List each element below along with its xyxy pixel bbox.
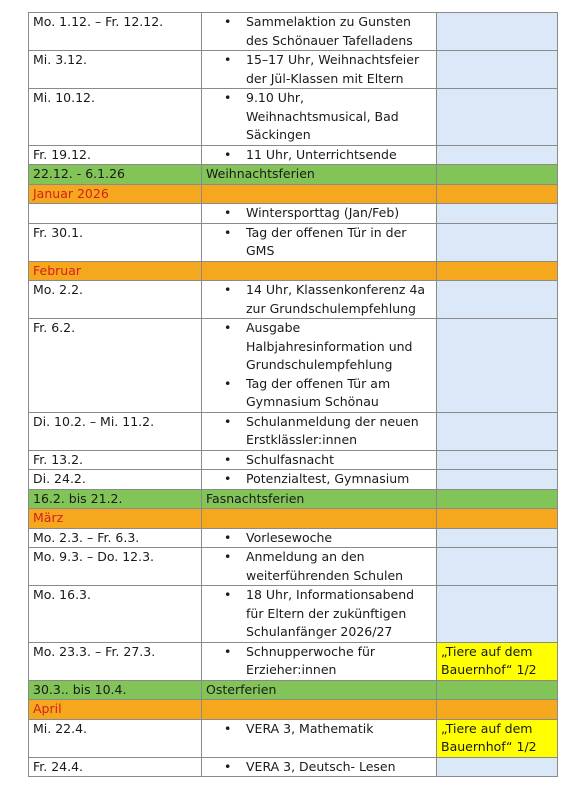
month-header-row: [29, 261, 558, 281]
month-note: [437, 184, 558, 204]
month-header-row: [29, 184, 558, 204]
month-label: Februar: [29, 261, 202, 281]
event-item: • Vorlesewoche: [246, 529, 432, 548]
event-cell: [202, 145, 437, 165]
note-cell: [437, 586, 558, 643]
month-header-row: [29, 509, 558, 529]
date-cell: Mi. 3.12.: [29, 51, 202, 89]
event-list: [206, 204, 432, 223]
event-list: [206, 319, 432, 412]
event-cell: [202, 51, 437, 89]
event-list: [206, 89, 432, 145]
holiday-note: [437, 165, 558, 185]
event-row: [29, 281, 558, 319]
event-item: • Sammelaktion zu Gunsten des Schönauer Tafelladens: [246, 13, 432, 50]
event-list: [206, 13, 432, 50]
holiday-label: Weihnachtsferien: [202, 165, 437, 185]
event-list: [206, 224, 432, 261]
holiday-note: [437, 680, 558, 700]
date-cell: Mi. 10.12.: [29, 89, 202, 146]
note-cell: [437, 223, 558, 261]
event-list: [206, 470, 432, 489]
event-item: • Anmeldung an den weiterführenden Schulen: [246, 548, 432, 585]
event-item: • VERA 3, Mathematik: [246, 720, 432, 739]
holiday-label: Fasnachtsferien: [202, 489, 437, 509]
event-list: [206, 413, 432, 450]
date-cell: Mo. 1.12. – Fr. 12.12.: [29, 13, 202, 51]
event-list: [206, 529, 432, 548]
event-item: • Wintersporttag (Jan/Feb): [246, 204, 432, 223]
event-item: • Schnupperwoche für Erzieher:innen: [246, 643, 432, 680]
note-cell: [437, 204, 558, 224]
holiday-row: [29, 680, 558, 700]
note-cell: „Tiere auf dem Bauernhof“ 1/2: [437, 719, 558, 757]
event-cell: [202, 89, 437, 146]
event-item: • Potenzialtest, Gymnasium: [246, 470, 432, 489]
event-item: • Schulfasnacht: [246, 451, 432, 470]
event-item: • Schulanmeldung der neuen Erstklässler:innen: [246, 413, 432, 450]
event-item: • 9.10 Uhr, Weihnachtsmusical, Bad Säckingen: [246, 89, 432, 145]
event-cell: [202, 412, 437, 450]
date-cell: Fr. 24.4.: [29, 757, 202, 777]
event-row: [29, 319, 558, 413]
event-list: [206, 586, 432, 642]
month-spacer: [202, 509, 437, 529]
note-cell: [437, 757, 558, 777]
event-cell: [202, 757, 437, 777]
event-row: [29, 204, 558, 224]
event-row: [29, 719, 558, 757]
event-list: [206, 643, 432, 680]
note-cell: [437, 450, 558, 470]
event-row: [29, 548, 558, 586]
holiday-date: 30.3.. bis 10.4.: [29, 680, 202, 700]
event-row: [29, 145, 558, 165]
date-cell: Mo. 2.3. – Fr. 6.3.: [29, 528, 202, 548]
holiday-row: [29, 489, 558, 509]
event-row: [29, 642, 558, 680]
note-cell: [437, 145, 558, 165]
holiday-date: 22.12. - 6.1.26: [29, 165, 202, 185]
event-item: • 15–17 Uhr, Weihnachtsfeier der Jül-Klassen mit Eltern: [246, 51, 432, 88]
event-row: [29, 89, 558, 146]
month-note: [437, 509, 558, 529]
note-cell: [437, 89, 558, 146]
note-cell: [437, 51, 558, 89]
holiday-date: 16.2. bis 21.2.: [29, 489, 202, 509]
schedule-table: [28, 12, 558, 777]
event-cell: [202, 450, 437, 470]
date-cell: Di. 24.2.: [29, 470, 202, 490]
month-label: März: [29, 509, 202, 529]
event-cell: [202, 548, 437, 586]
event-item: • Tag der offenen Tür am Gymnasium Schönau: [246, 375, 432, 412]
event-item: • 14 Uhr, Klassenkonferenz 4a zur Grundschulempfehlung: [246, 281, 432, 318]
date-cell: Mo. 16.3.: [29, 586, 202, 643]
date-cell: Di. 10.2. – Mi. 11.2.: [29, 412, 202, 450]
note-cell: [437, 548, 558, 586]
month-spacer: [202, 184, 437, 204]
event-list: [206, 720, 432, 739]
date-cell: [29, 204, 202, 224]
event-list: [206, 146, 432, 165]
event-cell: [202, 470, 437, 490]
month-note: [437, 261, 558, 281]
event-list: [206, 51, 432, 88]
month-spacer: [202, 261, 437, 281]
event-cell: [202, 319, 437, 413]
event-cell: [202, 719, 437, 757]
holiday-note: [437, 489, 558, 509]
event-cell: [202, 528, 437, 548]
date-cell: Fr. 6.2.: [29, 319, 202, 413]
event-row: [29, 586, 558, 643]
event-list: [206, 758, 432, 777]
event-list: [206, 281, 432, 318]
event-row: [29, 450, 558, 470]
event-item: • 18 Uhr, Informationsabend für Eltern der zukünftigen Schulanfänger 2026/27: [246, 586, 432, 642]
event-row: [29, 470, 558, 490]
note-cell: [437, 528, 558, 548]
note-cell: [437, 470, 558, 490]
date-cell: Fr. 13.2.: [29, 450, 202, 470]
event-item: • VERA 3, Deutsch- Lesen: [246, 758, 432, 777]
date-cell: Mo. 23.3. – Fr. 27.3.: [29, 642, 202, 680]
note-cell: [437, 13, 558, 51]
note-cell: [437, 412, 558, 450]
event-row: [29, 13, 558, 51]
event-cell: [202, 642, 437, 680]
month-label: April: [29, 700, 202, 720]
event-row: [29, 51, 558, 89]
event-row: [29, 757, 558, 777]
month-header-row: [29, 700, 558, 720]
month-spacer: [202, 700, 437, 720]
event-item: • Ausgabe Halbjahresinformation und Grundschulempfehlung: [246, 319, 432, 375]
event-cell: [202, 13, 437, 51]
date-cell: Mo. 2.2.: [29, 281, 202, 319]
event-cell: [202, 586, 437, 643]
note-cell: „Tiere auf dem Bauernhof“ 1/2: [437, 642, 558, 680]
note-cell: [437, 281, 558, 319]
date-cell: Fr. 19.12.: [29, 145, 202, 165]
event-cell: [202, 204, 437, 224]
event-cell: [202, 281, 437, 319]
date-cell: Mi. 22.4.: [29, 719, 202, 757]
date-cell: Fr. 30.1.: [29, 223, 202, 261]
event-item: • 11 Uhr, Unterrichtsende: [246, 146, 432, 165]
event-row: [29, 223, 558, 261]
holiday-row: [29, 165, 558, 185]
event-list: [206, 451, 432, 470]
event-cell: [202, 223, 437, 261]
event-item: • Tag der offenen Tür in der GMS: [246, 224, 432, 261]
month-label: Januar 2026: [29, 184, 202, 204]
holiday-label: Osterferien: [202, 680, 437, 700]
event-row: [29, 412, 558, 450]
event-list: [206, 548, 432, 585]
month-note: [437, 700, 558, 720]
note-cell: [437, 319, 558, 413]
schedule-body: [29, 13, 558, 777]
date-cell: Mo. 9.3. – Do. 12.3.: [29, 548, 202, 586]
event-row: [29, 528, 558, 548]
